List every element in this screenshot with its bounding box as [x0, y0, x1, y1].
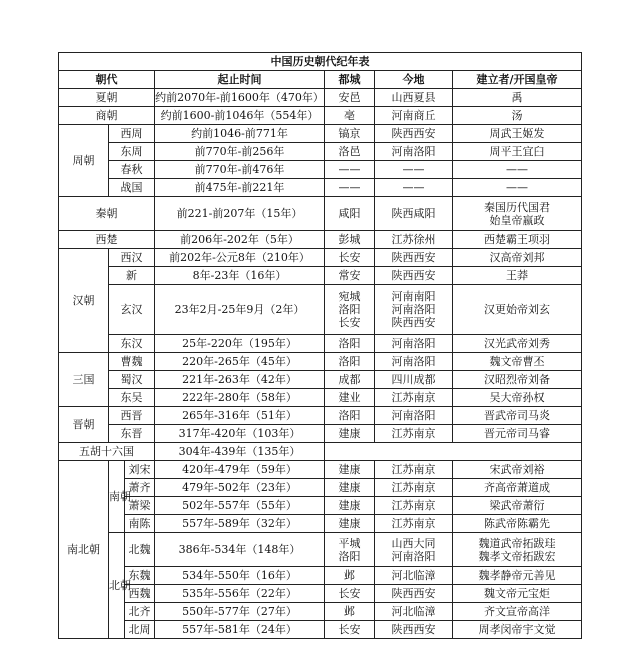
modern-location-cell: 河南商丘 [375, 107, 453, 125]
period-cell: 8年-23年（16年） [155, 267, 325, 285]
table-row [59, 603, 582, 621]
table-row [59, 231, 582, 249]
founder-cell: 齐高帝萧道成 [453, 479, 582, 497]
table-row [59, 249, 582, 267]
capital-cell: 咸阳 [325, 197, 375, 231]
sub-dynasty-name: 东晋 [109, 425, 155, 443]
dynasty-name: 三国 [59, 353, 109, 407]
period-cell: 前206年-202年（5年） [155, 231, 325, 249]
dynasty-name: 晋朝 [59, 407, 109, 443]
modern-location-cell: 江苏南京 [375, 389, 453, 407]
period-cell: 220年-265年（45年） [155, 353, 325, 371]
period-cell: 前221-前207年（15年） [155, 197, 325, 231]
modern-location-cell: —— [375, 161, 453, 179]
table-row [59, 285, 582, 335]
modern-location-cell: 河北临漳 [375, 567, 453, 585]
capital-cell: 建康 [325, 425, 375, 443]
header-row [59, 71, 582, 89]
table-row [59, 179, 582, 197]
table-row [59, 567, 582, 585]
founder-cell: 陈武帝陈霸先 [453, 515, 582, 533]
founder-cell: 汉高帝刘邦 [453, 249, 582, 267]
period-cell: 550年-577年（27年） [155, 603, 325, 621]
sub-dynasty-name: 东汉 [109, 335, 155, 353]
capital-cell: 邺 [325, 567, 375, 585]
table-row [59, 407, 582, 425]
founder-cell: 魏道武帝拓跋珪 魏孝文帝拓跋宏 [453, 533, 582, 567]
table-row [59, 125, 582, 143]
header-location: 今地 [375, 71, 453, 89]
period-cell: 前770年-前476年 [155, 161, 325, 179]
header-capital: 都城 [325, 71, 375, 89]
period-cell: 479年-502年（23年） [155, 479, 325, 497]
kingdom-name: 北周 [125, 621, 155, 639]
modern-location-cell: 河北临漳 [375, 603, 453, 621]
capital-cell: 常安 [325, 267, 375, 285]
capital-cell: 成都 [325, 371, 375, 389]
table-row [59, 143, 582, 161]
period-cell: 557年-589年（32年） [155, 515, 325, 533]
period-cell: 265年-316年（51年） [155, 407, 325, 425]
sub-dynasty-name: 战国 [109, 179, 155, 197]
modern-location-cell: 四川成都 [375, 371, 453, 389]
modern-location-cell: 河南洛阳 [375, 143, 453, 161]
capital-cell: 建康 [325, 479, 375, 497]
dynasty-table [58, 52, 582, 639]
capital-cell: 亳 [325, 107, 375, 125]
founder-cell: 汉昭烈帝刘备 [453, 371, 582, 389]
sub-dynasty-name: 玄汉 [109, 285, 155, 335]
founder-cell: 禹 [453, 89, 582, 107]
founder-cell: 周孝闵帝宇文觉 [453, 621, 582, 639]
modern-location-cell: 陕西西安 [375, 585, 453, 603]
sub-dynasty-name: 东周 [109, 143, 155, 161]
modern-location-cell: 河南洛阳 [375, 407, 453, 425]
modern-location-cell: 陕西咸阳 [375, 197, 453, 231]
modern-location-cell: 江苏南京 [375, 479, 453, 497]
founder-cell: 汉光武帝刘秀 [453, 335, 582, 353]
table-row [59, 267, 582, 285]
table-row [59, 443, 582, 461]
header-time: 起止时间 [155, 71, 325, 89]
period-cell: 534年-550年（16年） [155, 567, 325, 585]
table-row [59, 533, 582, 567]
header-dynasty: 朝代 [59, 71, 155, 89]
founder-cell: —— [453, 179, 582, 197]
modern-location-cell: 江苏徐州 [375, 231, 453, 249]
sub-dynasty-name: 北朝 [109, 533, 125, 639]
period-cell: 23年2月-25年9月（2年） [155, 285, 325, 335]
modern-location-cell: 河南洛阳 [375, 353, 453, 371]
table-row [59, 621, 582, 639]
table-row [59, 161, 582, 179]
period-cell: 420年-479年（59年） [155, 461, 325, 479]
capital-cell: 彭城 [325, 231, 375, 249]
modern-location-cell: 山西大同 河南洛阳 [375, 533, 453, 567]
capital-cell: 洛阳 [325, 407, 375, 425]
period-cell: 317年-420年（103年） [155, 425, 325, 443]
table-row [59, 89, 582, 107]
table-row [59, 353, 582, 371]
kingdom-name: 萧齐 [125, 479, 155, 497]
kingdom-name: 刘宋 [125, 461, 155, 479]
kingdom-name: 南陈 [125, 515, 155, 533]
period-cell: 535年-556年（22年） [155, 585, 325, 603]
dynasty-name: 五胡十六国 [59, 443, 155, 461]
kingdom-name: 北魏 [125, 533, 155, 567]
modern-location-cell: 江苏南京 [375, 425, 453, 443]
period-cell: 前202年-公元8年（210年） [155, 249, 325, 267]
founder-cell: 汤 [453, 107, 582, 125]
modern-location-cell: 河南洛阳 [375, 335, 453, 353]
sub-dynasty-name: 新 [109, 267, 155, 285]
kingdom-name: 西魏 [125, 585, 155, 603]
capital-cell: —— [325, 161, 375, 179]
capital-cell: 宛城 洛阳 长安 [325, 285, 375, 335]
capital-cell: 洛邑 [325, 143, 375, 161]
period-cell: 约前1600-前1046年（554年） [155, 107, 325, 125]
capital-cell: 长安 [325, 249, 375, 267]
founder-cell: 魏文帝曹丕 [453, 353, 582, 371]
modern-location-cell: 江苏南京 [375, 497, 453, 515]
dynasty-name: 秦朝 [59, 197, 155, 231]
header-founder: 建立者/开国皇帝 [453, 71, 582, 89]
sub-dynasty-name: 蜀汉 [109, 371, 155, 389]
founder-cell: 齐文宣帝高洋 [453, 603, 582, 621]
founder-cell: 晋武帝司马炎 [453, 407, 582, 425]
founder-cell: —— [453, 161, 582, 179]
table-row [59, 371, 582, 389]
modern-location-cell: 陕西西安 [375, 267, 453, 285]
founder-cell: 魏文帝元宝炬 [453, 585, 582, 603]
capital-cell: 安邑 [325, 89, 375, 107]
sub-dynasty-name: 西晋 [109, 407, 155, 425]
kingdom-name: 北齐 [125, 603, 155, 621]
table-row [59, 479, 582, 497]
period-cell: 222年-280年（58年） [155, 389, 325, 407]
capital-cell: 建康 [325, 461, 375, 479]
period-cell: 304年-439年（135年） [155, 443, 325, 461]
modern-location-cell: —— [375, 179, 453, 197]
period-cell: 386年-534年（148年） [155, 533, 325, 567]
period-cell: 约前1046-前771年 [155, 125, 325, 143]
dynasty-name: 夏朝 [59, 89, 155, 107]
capital-cell: —— [325, 179, 375, 197]
founder-cell: 秦国历代国君 始皇帝嬴政 [453, 197, 582, 231]
empty-cell [325, 443, 582, 461]
table-row [59, 461, 582, 479]
capital-cell: 长安 [325, 585, 375, 603]
founder-cell: 晋元帝司马睿 [453, 425, 582, 443]
kingdom-name: 萧梁 [125, 497, 155, 515]
table-row [59, 389, 582, 407]
table-row [59, 197, 582, 231]
table-row [59, 497, 582, 515]
capital-cell: 建康 [325, 497, 375, 515]
modern-location-cell: 江苏南京 [375, 461, 453, 479]
modern-location-cell: 陕西西安 [375, 249, 453, 267]
modern-location-cell: 陕西西安 [375, 125, 453, 143]
modern-location-cell: 山西夏县 [375, 89, 453, 107]
sub-dynasty-name: 春秋 [109, 161, 155, 179]
capital-cell: 长安 [325, 621, 375, 639]
founder-cell: 周武王姬发 [453, 125, 582, 143]
table-row [59, 425, 582, 443]
founder-cell: 王莽 [453, 267, 582, 285]
founder-cell: 西楚霸王项羽 [453, 231, 582, 249]
period-cell: 502年-557年（55年） [155, 497, 325, 515]
period-cell: 前475年-前221年 [155, 179, 325, 197]
capital-cell: 建康 [325, 515, 375, 533]
founder-cell: 周平王宜臼 [453, 143, 582, 161]
table-title: 中国历史朝代纪年表 [59, 53, 582, 71]
capital-cell: 邺 [325, 603, 375, 621]
dynasty-name: 西楚 [59, 231, 155, 249]
modern-location-cell: 陕西西安 [375, 621, 453, 639]
sub-dynasty-name: 曹魏 [109, 353, 155, 371]
dynasty-name: 周朝 [59, 125, 109, 197]
founder-cell: 魏孝静帝元善见 [453, 567, 582, 585]
table-row [59, 585, 582, 603]
period-cell: 557年-581年（24年） [155, 621, 325, 639]
kingdom-name: 东魏 [125, 567, 155, 585]
founder-cell: 汉更始帝刘玄 [453, 285, 582, 335]
table-row [59, 107, 582, 125]
capital-cell: 洛阳 [325, 335, 375, 353]
period-cell: 25年-220年（195年） [155, 335, 325, 353]
dynasty-name: 商朝 [59, 107, 155, 125]
founder-cell: 宋武帝刘裕 [453, 461, 582, 479]
capital-cell: 建业 [325, 389, 375, 407]
period-cell: 约前2070年-前1600年（470年） [155, 89, 325, 107]
table-row [59, 335, 582, 353]
capital-cell: 平城 洛阳 [325, 533, 375, 567]
modern-location-cell: 江苏南京 [375, 515, 453, 533]
dynasty-name: 南北朝 [59, 461, 109, 639]
capital-cell: 洛阳 [325, 353, 375, 371]
sub-dynasty-name: 东吴 [109, 389, 155, 407]
sub-dynasty-name: 西汉 [109, 249, 155, 267]
table-row [59, 515, 582, 533]
period-cell: 前770年-前256年 [155, 143, 325, 161]
founder-cell: 吴大帝孙权 [453, 389, 582, 407]
capital-cell: 镐京 [325, 125, 375, 143]
dynasty-name: 汉朝 [59, 249, 109, 353]
sub-dynasty-name: 西周 [109, 125, 155, 143]
sub-dynasty-name: 南朝 [109, 461, 125, 533]
modern-location-cell: 河南南阳 河南洛阳 陕西西安 [375, 285, 453, 335]
founder-cell: 梁武帝萧衍 [453, 497, 582, 515]
period-cell: 221年-263年（42年） [155, 371, 325, 389]
